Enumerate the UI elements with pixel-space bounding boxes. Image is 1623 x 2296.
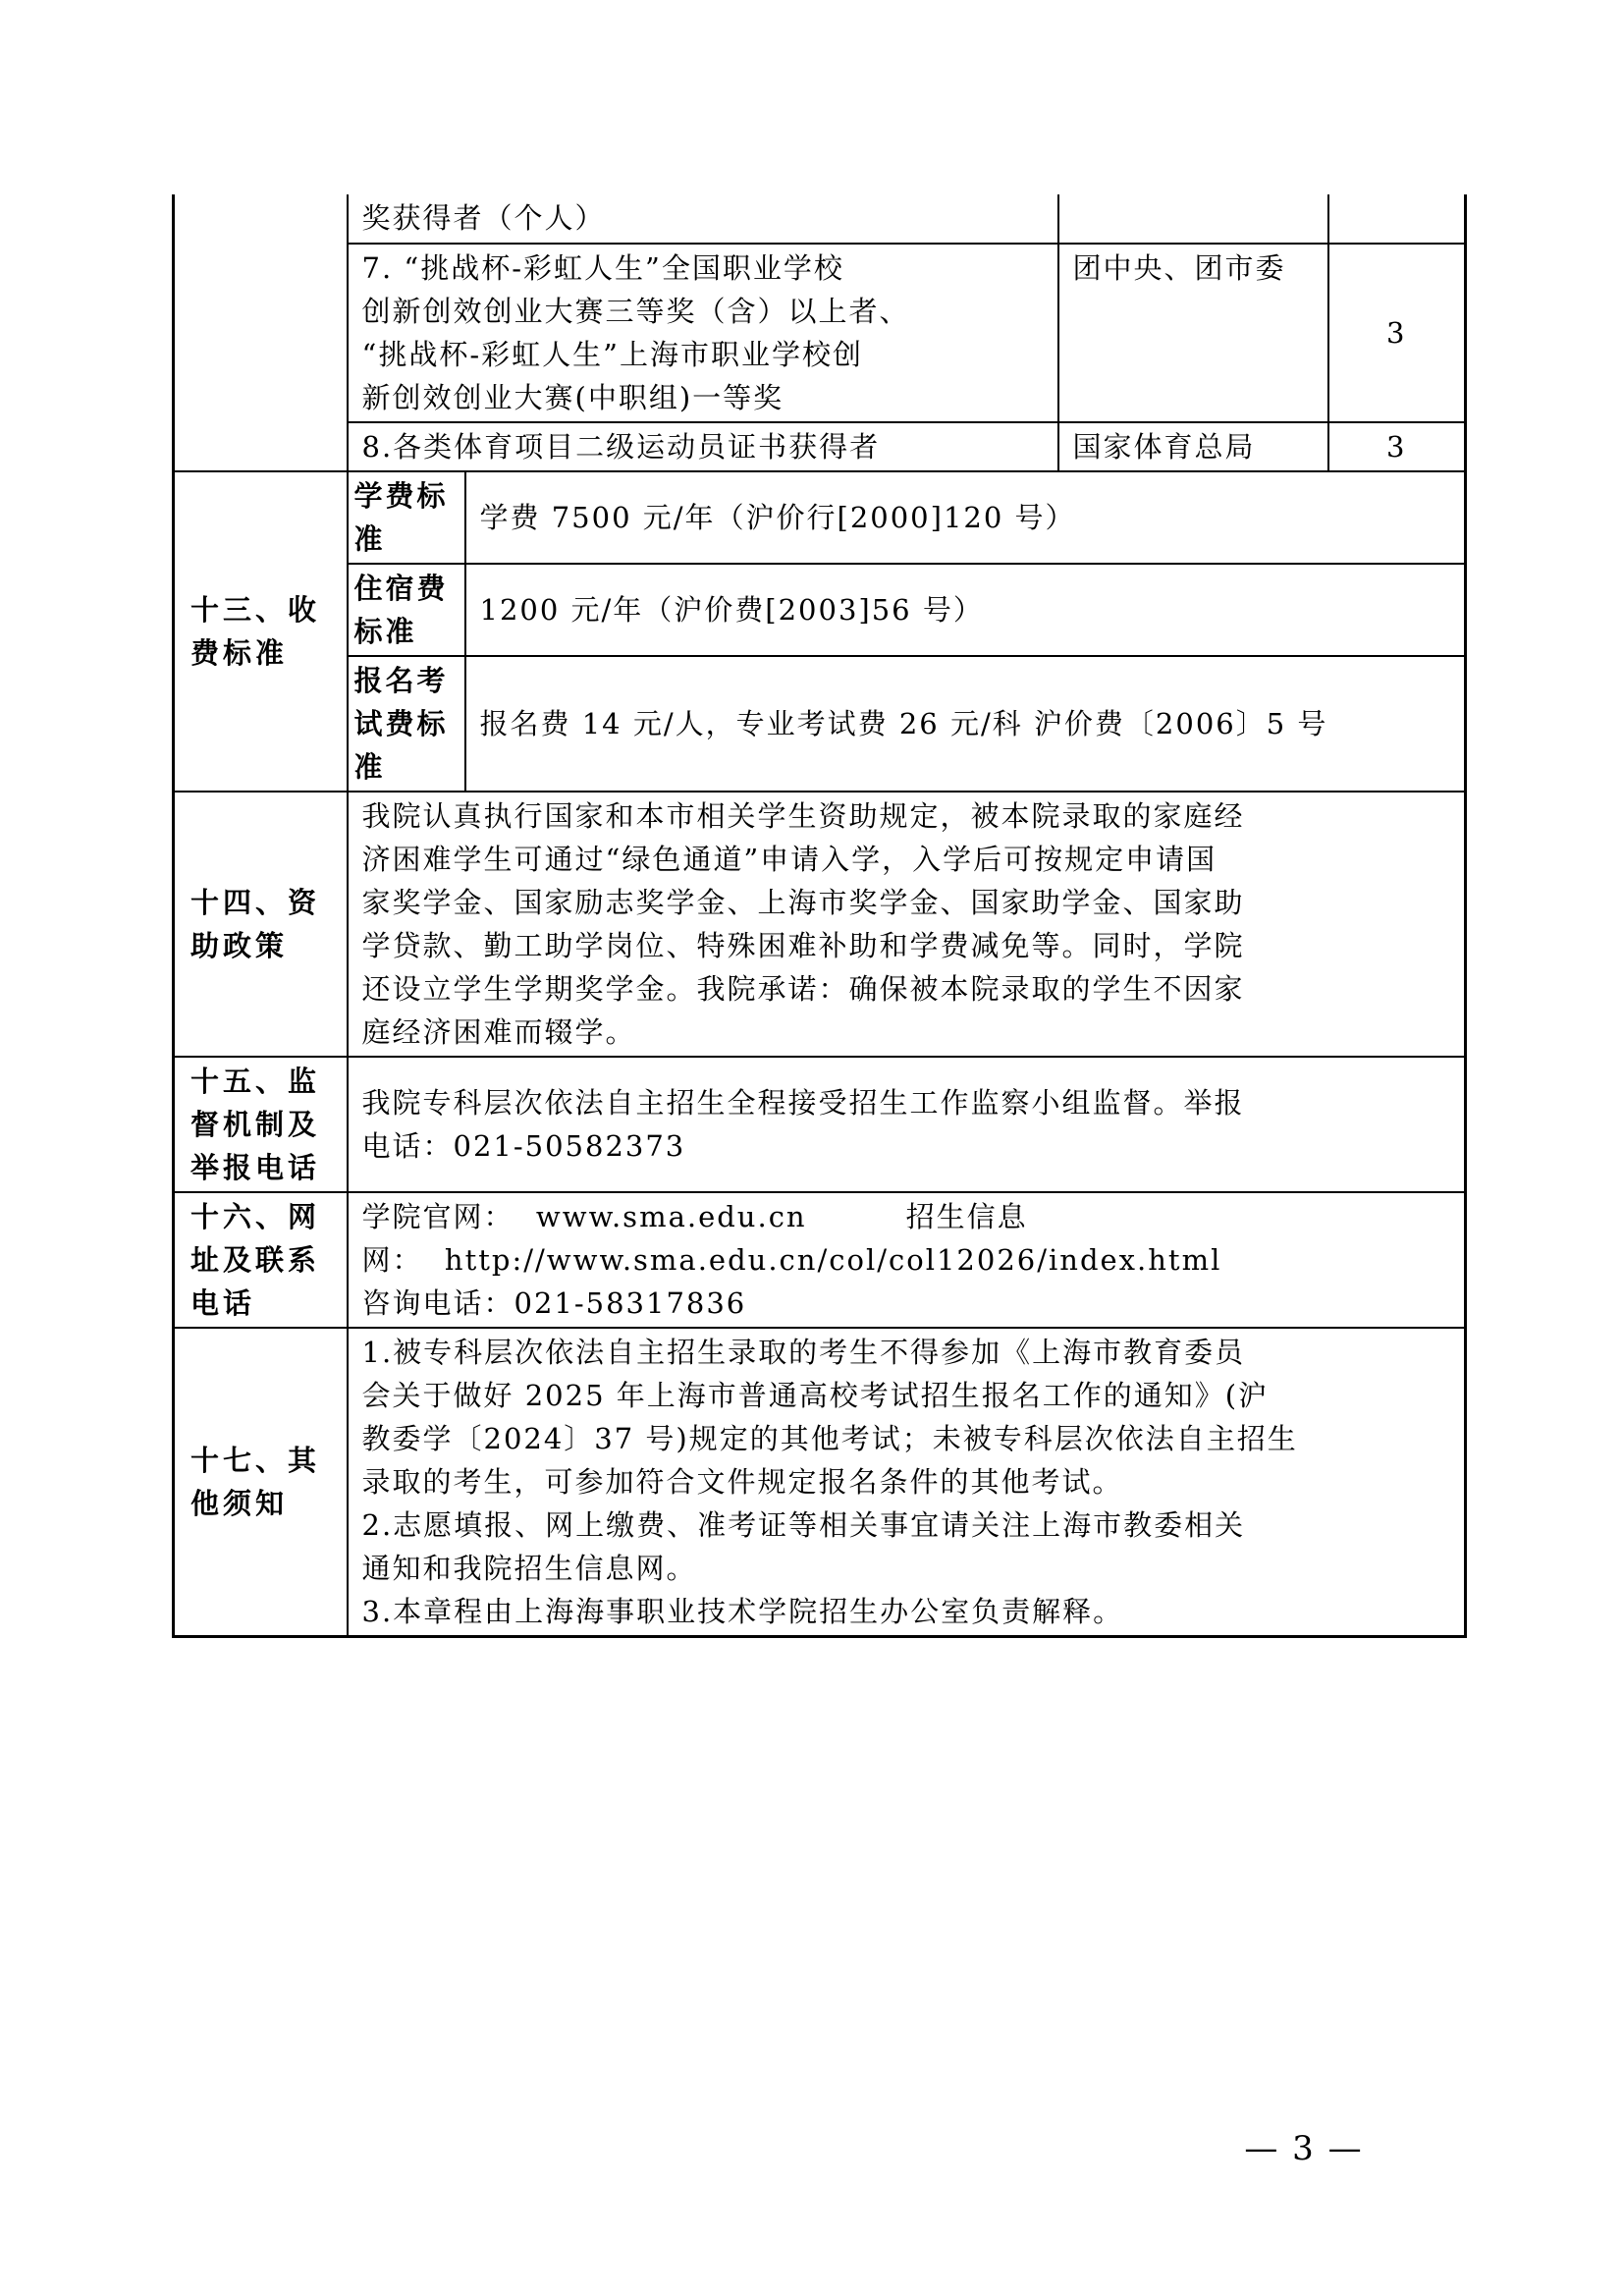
section-16-text: [348, 1192, 1466, 1328]
report-phone: 电话：021-50582373: [361, 1129, 686, 1163]
award-issuer-7: 团中央、团市委: [1058, 244, 1328, 422]
award-item-8: 8.各类体育项目二级运动员证书获得者: [348, 422, 1058, 471]
section-16-row: [174, 1192, 1466, 1328]
exam-fee-value: 报名费 14 元/人，专业考试费 26 元/科 沪价费〔2006〕5 号: [465, 656, 1466, 792]
tuition-label: 学费标准: [348, 471, 465, 564]
text-line: 3.本章程由上海海事职业技术学院招生办公室负责解释。: [361, 1595, 1124, 1628]
fee-row-tuition: [174, 471, 1466, 564]
section-14-text: [348, 792, 1466, 1057]
award-item-7-line: 7. “挑战杯-彩虹人生”全国职业学校: [361, 251, 844, 285]
award-row-8: [174, 422, 1466, 471]
text-line: 家奖学金、国家励志奖学金、上海市奖学金、国家助学金、国家助: [361, 886, 1245, 919]
award-row-continued: [174, 194, 1466, 244]
text-line: 庭经济困难而辍学。: [361, 1015, 636, 1049]
section-17-row: [174, 1328, 1466, 1637]
section-14-title: 十四、资助政策: [174, 792, 348, 1057]
text-line: 1.被专科层次依法自主招生录取的考生不得参加《上海市教育委员: [361, 1336, 1246, 1369]
text-line: 通知和我院招生信息网。: [361, 1552, 697, 1585]
website-line: 学院官网： www.sma.edu.cn 招生信息: [361, 1200, 1028, 1233]
category-cell-continued: [174, 194, 348, 471]
award-points-8: 3: [1328, 422, 1466, 471]
section-16-title: 十六、网址及联系电话: [174, 1192, 348, 1328]
fee-row-accommodation: [174, 564, 1466, 656]
section-15-text: [348, 1057, 1466, 1192]
award-item-7-line: 新创效创业大赛(中职组)一等奖: [361, 381, 784, 414]
section-15-title: 十五、监督机制及举报电话: [174, 1057, 348, 1192]
award-row-7: [174, 244, 1466, 422]
text-line: 学贷款、勤工助学岗位、特殊困难补助和学费减免等。同时，学院: [361, 929, 1245, 962]
text-line: 会关于做好 2025 年上海市普通高校考试招生报名工作的通知》(沪: [361, 1379, 1270, 1412]
text-line: 录取的考生，可参加符合文件规定报名条件的其他考试。: [361, 1465, 1123, 1499]
fee-row-exam: [174, 656, 1466, 792]
text-line: 2.志愿填报、网上缴费、准考证等相关事宜请关注上海市教委相关: [361, 1508, 1246, 1542]
award-issuer: [1058, 194, 1328, 244]
award-item-7-line: 创新创效创业大赛三等奖（含）以上者、: [361, 295, 910, 328]
section-17-text: [348, 1328, 1466, 1637]
admissions-url-link[interactable]: 网： http://www.sma.edu.cn/col/col12026/index.html: [361, 1243, 1222, 1277]
section-13-title: 十三、收费标准: [174, 471, 348, 792]
section-15-row: [174, 1057, 1466, 1192]
exam-fee-label: 报名考试费标准: [348, 656, 465, 792]
accommodation-value: 1200 元/年（沪价费[2003]56 号）: [465, 564, 1466, 656]
page-number: — 3 —: [1244, 2129, 1364, 2168]
award-item: 奖获得者（个人）: [348, 194, 1058, 244]
admissions-table: [172, 194, 1467, 1638]
award-points-7: 3: [1328, 244, 1466, 422]
award-points: [1328, 194, 1466, 244]
consult-phone: 咨询电话：021-58317836: [361, 1286, 747, 1320]
text-line: 还设立学生学期奖学金。我院承诺：确保被本院录取的学生不因家: [361, 972, 1245, 1006]
accommodation-label: 住宿费标准: [348, 564, 465, 656]
award-item-7: [348, 244, 1058, 422]
text-line: 济困难学生可通过“绿色通道”申请入学，入学后可按规定申请国: [361, 843, 1217, 876]
award-issuer-8: 国家体育总局: [1058, 422, 1328, 471]
award-item-7-line: “挑战杯-彩虹人生”上海市职业学校创: [361, 338, 863, 371]
text-line: 教委学〔2024〕37 号)规定的其他考试；未被专科层次依法自主招生: [361, 1422, 1298, 1455]
section-14-row: [174, 792, 1466, 1057]
text-line: 我院认真执行国家和本市相关学生资助规定，被本院录取的家庭经: [361, 799, 1245, 833]
section-17-title: 十七、其他须知: [174, 1328, 348, 1637]
tuition-value: 学费 7500 元/年（沪价行[2000]120 号）: [465, 471, 1466, 564]
text-line: 我院专科层次依法自主招生全程接受招生工作监察小组监督。举报: [361, 1086, 1245, 1120]
